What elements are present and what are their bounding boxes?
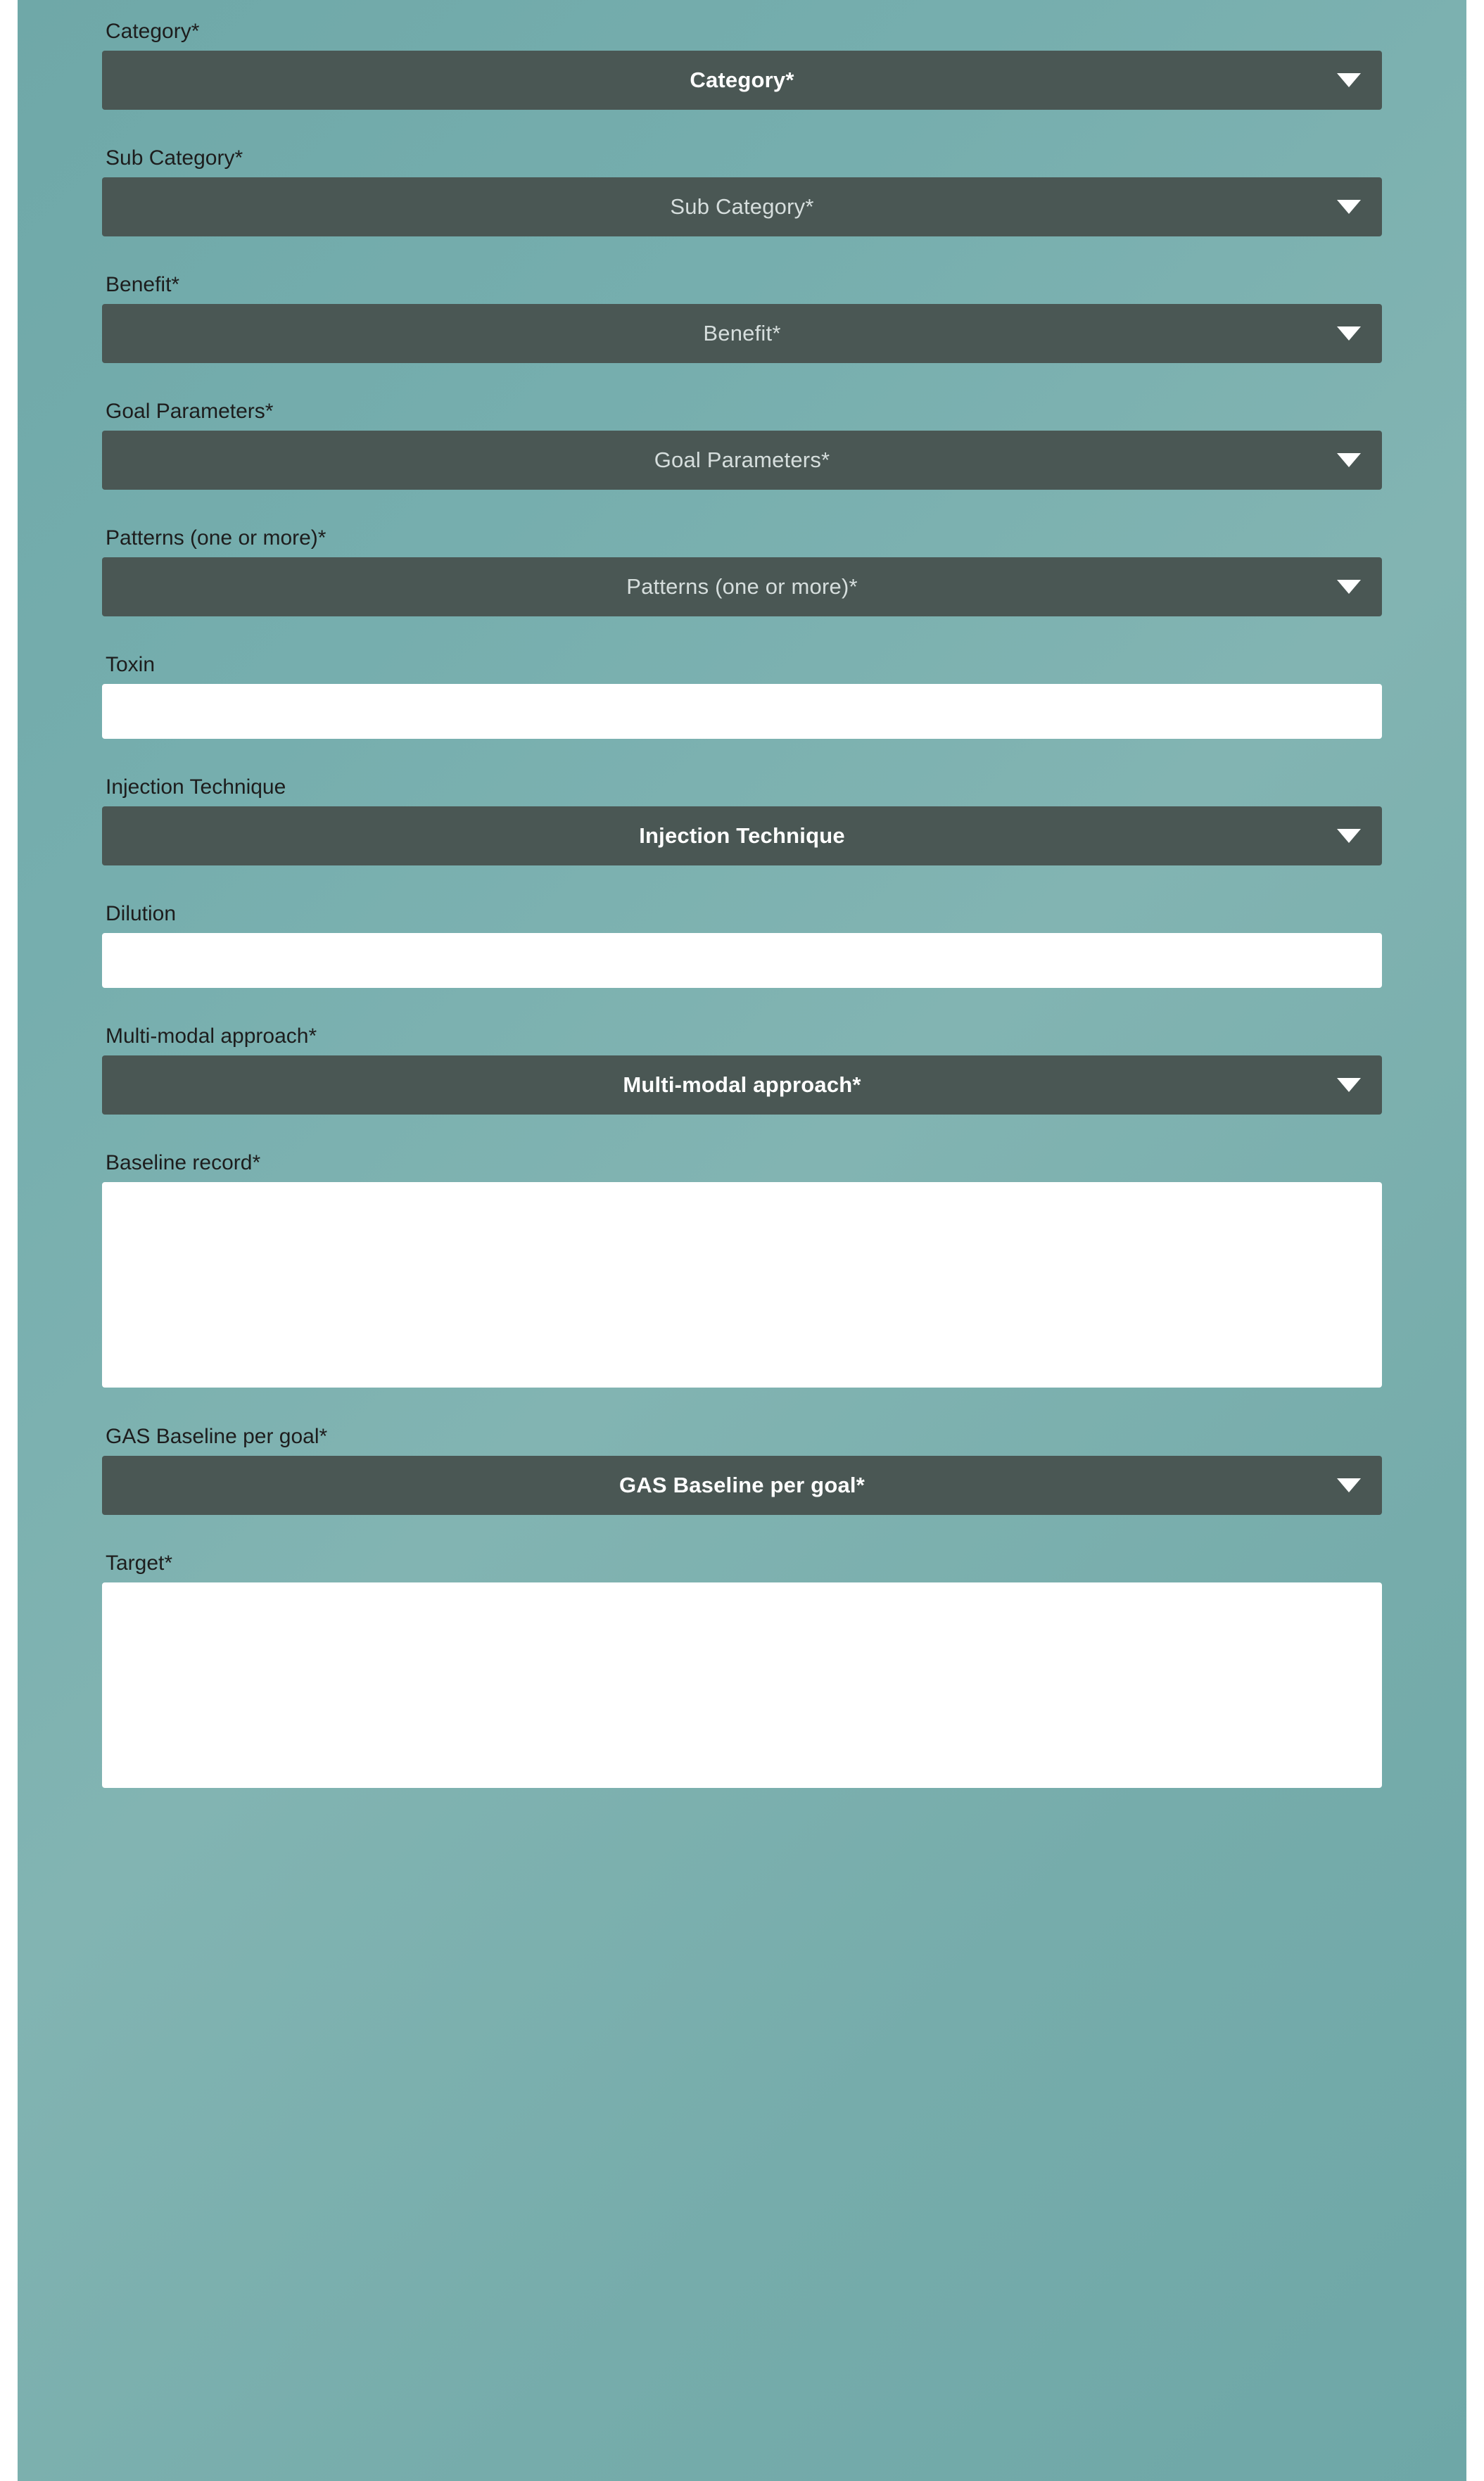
spacer — [102, 1515, 1382, 1552]
field-sub-category — [102, 146, 1382, 236]
label-patterns: Patterns (one or more)* — [106, 526, 326, 550]
spacer — [102, 236, 1382, 273]
label-toxin: Toxin — [106, 653, 156, 676]
input-toxin[interactable] — [102, 684, 1382, 739]
spacer — [102, 490, 1382, 526]
input-target[interactable] — [102, 1582, 1382, 1788]
field-dilution — [102, 902, 1382, 988]
spacer — [102, 865, 1382, 902]
chevron-down-icon — [1337, 453, 1361, 467]
chevron-down-icon — [1337, 580, 1361, 594]
field-goal-parameters — [102, 400, 1382, 490]
select-benefit-value: Benefit* — [703, 321, 781, 345]
spacer — [102, 988, 1382, 1024]
spacer — [102, 363, 1382, 400]
field-patterns — [102, 526, 1382, 616]
label-goal-parameters: Goal Parameters* — [106, 400, 274, 423]
select-gas-baseline-per-goal[interactable] — [102, 1456, 1382, 1515]
label-sub-category: Sub Category* — [106, 146, 243, 170]
select-injection-technique[interactable] — [102, 806, 1382, 865]
select-goal-parameters-value: Goal Parameters* — [654, 448, 830, 472]
chevron-down-icon — [1337, 1078, 1361, 1092]
chevron-down-icon — [1337, 1478, 1361, 1492]
spacer — [102, 1115, 1382, 1151]
select-patterns-value: Patterns (one or more)* — [626, 574, 858, 599]
label-gas-baseline-per-goal: GAS Baseline per goal* — [106, 1425, 328, 1448]
select-patterns[interactable] — [102, 557, 1382, 616]
label-category: Category* — [106, 20, 200, 43]
field-injection-technique — [102, 775, 1382, 865]
spacer — [102, 1391, 1382, 1425]
select-sub-category[interactable] — [102, 177, 1382, 236]
select-category[interactable] — [102, 51, 1382, 110]
field-category — [102, 20, 1382, 110]
select-multi-modal-approach-value: Multi-modal approach* — [623, 1072, 861, 1097]
chevron-down-icon — [1337, 200, 1361, 214]
field-target — [102, 1552, 1382, 1791]
spacer — [102, 739, 1382, 775]
select-gas-baseline-per-goal-value: GAS Baseline per goal* — [619, 1473, 865, 1497]
label-baseline-record: Baseline record* — [106, 1151, 261, 1174]
input-baseline-record[interactable] — [102, 1182, 1382, 1388]
select-goal-parameters[interactable] — [102, 431, 1382, 490]
field-multi-modal-approach — [102, 1024, 1382, 1115]
select-injection-technique-value: Injection Technique — [639, 823, 845, 848]
input-dilution[interactable] — [102, 933, 1382, 988]
label-benefit: Benefit* — [106, 273, 180, 296]
field-benefit — [102, 273, 1382, 363]
select-multi-modal-approach[interactable] — [102, 1055, 1382, 1115]
select-benefit[interactable] — [102, 304, 1382, 363]
select-sub-category-value: Sub Category* — [670, 194, 814, 219]
chevron-down-icon — [1337, 326, 1361, 341]
select-category-value: Category* — [690, 68, 794, 92]
spacer — [102, 110, 1382, 146]
label-dilution: Dilution — [106, 902, 177, 925]
field-gas-baseline-per-goal — [102, 1425, 1382, 1515]
field-toxin — [102, 653, 1382, 739]
field-baseline-record — [102, 1151, 1382, 1391]
label-target: Target* — [106, 1552, 173, 1575]
label-injection-technique: Injection Technique — [106, 775, 286, 799]
chevron-down-icon — [1337, 829, 1361, 843]
spacer — [102, 616, 1382, 653]
label-multi-modal-approach: Multi-modal approach* — [106, 1024, 317, 1048]
clinical-goal-form — [18, 0, 1466, 2481]
chevron-down-icon — [1337, 73, 1361, 87]
